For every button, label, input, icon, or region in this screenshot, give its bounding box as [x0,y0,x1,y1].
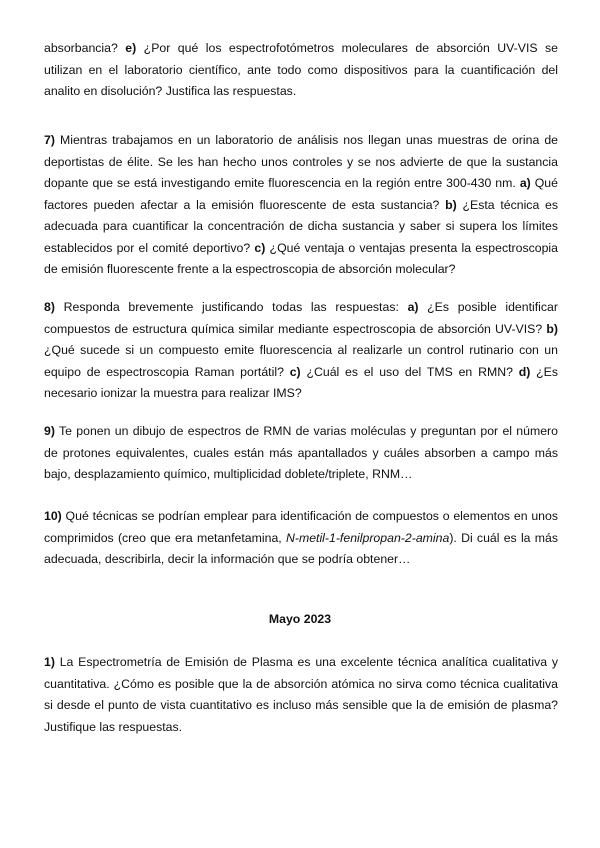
question-7 [44,130,558,281]
text: Responda brevemente justificando todas las respuestas: [54,300,408,314]
question-number: 1) [44,655,55,669]
text: ¿Por qué los espectrofotómetros moleculares de absorción UV-VIS se utilizan en el laboratorio científico, ante todo como dispositivos para la cuantificación del analito en disolución? Justifica las respuestas. [44,41,558,98]
question-1-mayo-2023 [44,652,558,738]
paragraph-continuation [44,38,558,103]
text: ¿Esta técnica es adecuada para cuantificar la concentración de dicha sustancia y saber si supera los límites establecidos por el comité deportivo? [44,197,559,255]
item-label-a: a) [407,300,419,314]
item-label-c: c) [254,240,266,255]
item-label-b: b) [445,197,457,212]
text: ¿Es necesario ionizar la muestra para realizar IMS? [44,364,558,400]
text: ¿Qué sucede si un compuesto emite fluorescencia al realizarle un control rutinario con un equipo de espectroscopia Raman portátil? [44,343,558,379]
question-10 [44,506,558,571]
question-number: 7) [44,133,55,147]
text: ¿Qué ventaja o ventajas presenta la espectroscopia de emisión fluorescente frente a la espectroscopia de absorción molecular? [44,240,558,276]
question-number: 10) [44,509,62,523]
item-label-b: b) [546,321,558,336]
text: Te ponen un dibujo de espectros de RMN de varias moléculas y preguntan por el número de protones equivalentes, cuales están más apantallados y cuáles absorben a campo más bajo, desplazamiento químico, multiplicidad doblete/triplete, RNM… [44,424,558,481]
text: absorbancia? [44,41,126,55]
section-heading: Mayo 2023 [268,612,332,626]
item-label-a: a) [519,176,531,190]
question-8 [44,297,558,405]
text: ¿Cuál es el uso del TMS en RMN? [300,364,519,379]
text: La Espectrometría de Emisión de Plasma es una excelente técnica analítica cualitativa y cuantitativa. ¿Cómo es posible que la de absorción atómica no sirva como técnica cualitativa si desde el punto de vista cuantitativo es incluso más sensible que la de emisión de plasma? Justifique las respuestas. [44,655,558,734]
item-label-e: e) [125,41,137,55]
question-9 [44,421,558,486]
question-number: 9) [44,424,55,438]
question-number: 8) [44,300,55,314]
text: Mientras trabajamos en un laboratorio de análisis nos llegan unas muestras de orina de deportistas de élite. Se les han hecho unos controles y se nos advierte de que la sustancia dopante que se está investigando emite fluorescencia en la región entre 300-430 nm. [44,133,558,190]
item-label-c: c) [289,364,301,379]
text: Qué factores pueden afectar a la emisión fluorescente de esta sustancia? [44,176,558,212]
item-label-d: d) [518,364,531,379]
chemical-name: N-metil-1-fenilpropan-2-amina [285,530,450,545]
text: Qué técnicas se podrían emplear para identificación de compuestos o elementos en unos comprimidos (creo que era metanfetamina, [44,509,558,545]
text: ). Di cuál es la más adecuada, describirla, decir la información que se podría obtener… [44,530,558,566]
text: ¿Es posible identificar compuestos de estructura química similar mediante espectroscopia de absorción UV-VIS? [44,300,558,336]
